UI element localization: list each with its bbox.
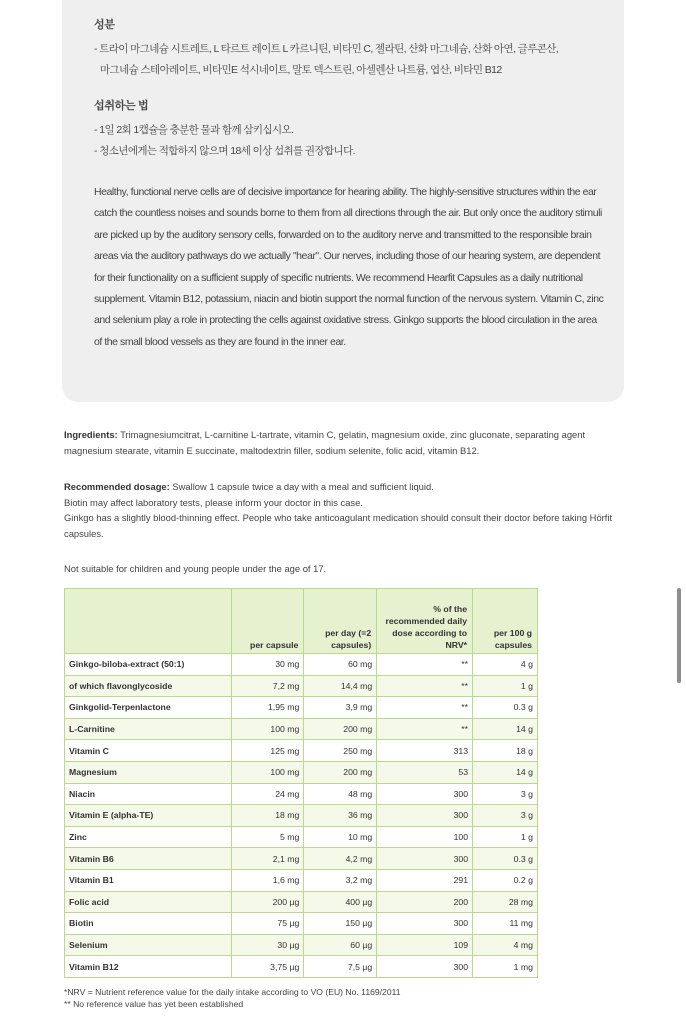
nrv-cell: 300	[377, 913, 473, 935]
nrv-cell: 200	[377, 891, 473, 913]
footnote-no-reference: ** No reference value has yet been established	[64, 999, 244, 1009]
nutrition-table	[64, 588, 538, 978]
table-row	[65, 956, 538, 978]
per-100g-cell: 1 g	[473, 675, 538, 697]
row-label: Vitamin C	[65, 740, 232, 762]
per-day-cell: 7,5 µg	[304, 956, 377, 978]
table-row	[65, 783, 538, 805]
per-capsule-cell: 100 mg	[231, 718, 304, 740]
row-label: Ginkgo-biloba-extract (50:1)	[65, 654, 232, 676]
table-row	[65, 891, 538, 913]
spacer	[94, 162, 604, 178]
per-capsule-cell: 75 µg	[231, 913, 304, 935]
nutrition-table-header	[65, 589, 538, 654]
per-100g-cell: 4 g	[473, 654, 538, 676]
per-100g-cell: 4 mg	[473, 934, 538, 956]
per-day-cell: 3,9 mg	[304, 697, 377, 719]
per-100g-cell: 28 mg	[473, 891, 538, 913]
row-label: Vitamin B1	[65, 869, 232, 891]
row-label: Niacin	[65, 783, 232, 805]
header-cell-per-100g: per 100 g capsules	[473, 589, 538, 654]
table-row	[65, 654, 538, 676]
per-capsule-cell: 3,75 µg	[231, 956, 304, 978]
row-label: Zinc	[65, 826, 232, 848]
per-day-cell: 200 mg	[304, 761, 377, 783]
nrv-cell: 300	[377, 783, 473, 805]
per-day-cell: 250 mg	[304, 740, 377, 762]
per-capsule-cell: 24 mg	[231, 783, 304, 805]
ingredients-label: Ingredients:	[64, 429, 118, 440]
ingredients-block	[64, 427, 624, 458]
per-capsule-cell: 30 mg	[231, 654, 304, 676]
footnotes	[64, 986, 401, 1010]
korean-ingredients-line: - 트라이 마그네슘 시트레트, L 타르트 레이트 L 카르니틴, 비타민 C, 젤라틴, 산화 마그네슘, 산화 아연, 글루콘산,	[94, 43, 559, 55]
header-cell-per-capsule: per capsule	[231, 589, 304, 654]
per-capsule-cell: 7,2 mg	[231, 675, 304, 697]
nrv-cell: **	[377, 718, 473, 740]
table-row	[65, 718, 538, 740]
per-day-cell: 14,4 mg	[304, 675, 377, 697]
nrv-cell: 291	[377, 869, 473, 891]
nrv-cell: 53	[377, 761, 473, 783]
table-row	[65, 740, 538, 762]
row-label: Folic acid	[65, 891, 232, 913]
not-suitable-note: Not suitable for children and young people under the age of 17.	[64, 563, 327, 574]
table-row	[65, 848, 538, 870]
per-day-cell: 150 µg	[304, 913, 377, 935]
table-row	[65, 913, 538, 935]
per-100g-cell: 3 g	[473, 783, 538, 805]
header-cell-nrv: % of the recommended daily dose according to NRV*	[377, 589, 473, 654]
per-capsule-cell: 2,1 mg	[231, 848, 304, 870]
per-capsule-cell: 1,95 mg	[231, 697, 304, 719]
per-100g-cell: 14 g	[473, 718, 538, 740]
per-day-cell: 48 mg	[304, 783, 377, 805]
per-day-cell: 36 mg	[304, 805, 377, 827]
per-capsule-cell: 125 mg	[231, 740, 304, 762]
per-capsule-cell: 30 µg	[231, 934, 304, 956]
per-capsule-cell: 1,6 mg	[231, 869, 304, 891]
row-label: Vitamin B12	[65, 956, 232, 978]
table-row	[65, 675, 538, 697]
per-100g-cell: 0.3 g	[473, 848, 538, 870]
row-label: L-Carnitine	[65, 718, 232, 740]
row-label: Selenium	[65, 934, 232, 956]
nrv-cell: 109	[377, 934, 473, 956]
per-capsule-cell: 18 mg	[231, 805, 304, 827]
per-100g-cell: 14 g	[473, 761, 538, 783]
nrv-cell: 300	[377, 805, 473, 827]
table-row	[65, 697, 538, 719]
dosage-text: Swallow 1 capsule twice a day with a meal and sufficient liquid.	[169, 481, 434, 492]
per-100g-cell: 0.3 g	[473, 697, 538, 719]
per-day-cell: 4,2 mg	[304, 848, 377, 870]
header-cell-blank	[65, 589, 232, 654]
nrv-cell: 300	[377, 956, 473, 978]
per-capsule-cell: 200 µg	[231, 891, 304, 913]
footnote-nrv: *NRV = Nutrient reference value for the daily intake according to VO (EU) No. 1169/2011	[64, 987, 401, 997]
row-label: of which flavonglycoside	[65, 675, 232, 697]
header-cell-per-day: per day (=2 capsules)	[304, 589, 377, 654]
per-day-cell: 60 µg	[304, 934, 377, 956]
korean-intake-line: - 1일 2회 1캡슐을 충분한 물과 함께 삼키십시오.	[94, 124, 294, 136]
korean-intake-title: 섭취하는 법	[94, 100, 149, 112]
per-day-cell: 400 µg	[304, 891, 377, 913]
per-100g-cell: 3 g	[473, 805, 538, 827]
ginkgo-note: Ginkgo has a slightly blood-thinning effect. People who take anticoagulant medication should consult their doctor before taking Hörfit capsules.	[64, 512, 613, 539]
per-day-cell: 200 mg	[304, 718, 377, 740]
per-100g-cell: 18 g	[473, 740, 538, 762]
table-row	[65, 826, 538, 848]
row-label: Vitamin B6	[65, 848, 232, 870]
spacer	[94, 81, 604, 97]
biotin-note: Biotin may affect laboratory tests, please inform your doctor in this case.	[64, 496, 363, 508]
row-label: Biotin	[65, 913, 232, 935]
nrv-cell: 300	[377, 848, 473, 870]
nrv-cell: **	[377, 654, 473, 676]
per-day-cell: 60 mg	[304, 654, 377, 676]
table-row	[65, 934, 538, 956]
per-day-cell: 10 mg	[304, 826, 377, 848]
dosage-line	[64, 479, 624, 495]
row-label: Vitamin E (alpha-TE)	[65, 805, 232, 827]
korean-ingredients-title: 성분	[94, 19, 115, 31]
per-capsule-cell: 5 mg	[231, 826, 304, 848]
nrv-cell: **	[377, 697, 473, 719]
per-100g-cell: 11 mg	[473, 913, 538, 935]
dosage-block	[64, 479, 624, 541]
row-label: Magnesium	[65, 761, 232, 783]
dosage-label: Recommended dosage:	[64, 481, 170, 492]
per-capsule-cell: 100 mg	[231, 761, 304, 783]
scrollbar-thumb[interactable]	[677, 588, 681, 683]
korean-intake-line: - 청소년에게는 적합하지 않으며 18세 이상 섭취를 권장합니다.	[94, 145, 355, 157]
per-100g-cell: 1 mg	[473, 956, 538, 978]
table-row	[65, 869, 538, 891]
row-label: Ginkgolid-Terpenlactone	[65, 697, 232, 719]
per-100g-cell: 1 g	[473, 826, 538, 848]
per-day-cell: 3,2 mg	[304, 869, 377, 891]
nrv-cell: **	[377, 675, 473, 697]
table-row	[65, 805, 538, 827]
korean-ingredients-line: 마그네슘 스테아레이트, 비타민E 석시네이트, 말토 덱스트린, 아셀렌산 나트륨, 엽산, 비타민 B12	[100, 64, 502, 76]
card-content	[94, 16, 604, 353]
per-100g-cell: 0.2 g	[473, 869, 538, 891]
nrv-cell: 100	[377, 826, 473, 848]
ingredients-text: Trimagnesiumcitrat, L-carnitine L-tartrate, vitamin C, gelatin, magnesium oxide, zinc gluconate, separating agent magnesium stearate, vitamin E succinate, maltodextrin filler, sodium selenite, folic acid, vitamin B12.	[64, 429, 586, 456]
table-row	[65, 761, 538, 783]
nutrition-table-body	[65, 654, 538, 978]
nrv-cell: 313	[377, 740, 473, 762]
english-description-paragraph: Healthy, functional nerve cells are of decisive importance for hearing ability. The highly-sensitive structures within the ear catch the countless noises and sounds borne to them from all directions through the air. But only once the auditory stimuli are picked up by the auditory sensory cells, forwarded on to the auditory nerve and transmitted to the responsible brain areas via the auditory pathways do we actually "hear". Our nerves, including those of our hearing system, are dependent for their functionality on a sufficient supply of specific nutrients. We recommend Hearfit Capsules as a daily nutritional supplement. Vitamin B12, potassium, niacin and biotin support the normal function of the nervous system. Vitamin C, zinc and selenium play a role in protecting the cells against oxidative stress. Ginkgo supports the blood circulation in the area of the small blood vessels as they are found in the inner ear.	[94, 186, 604, 348]
product-info-card	[62, 0, 624, 402]
table-header-row	[65, 589, 538, 654]
